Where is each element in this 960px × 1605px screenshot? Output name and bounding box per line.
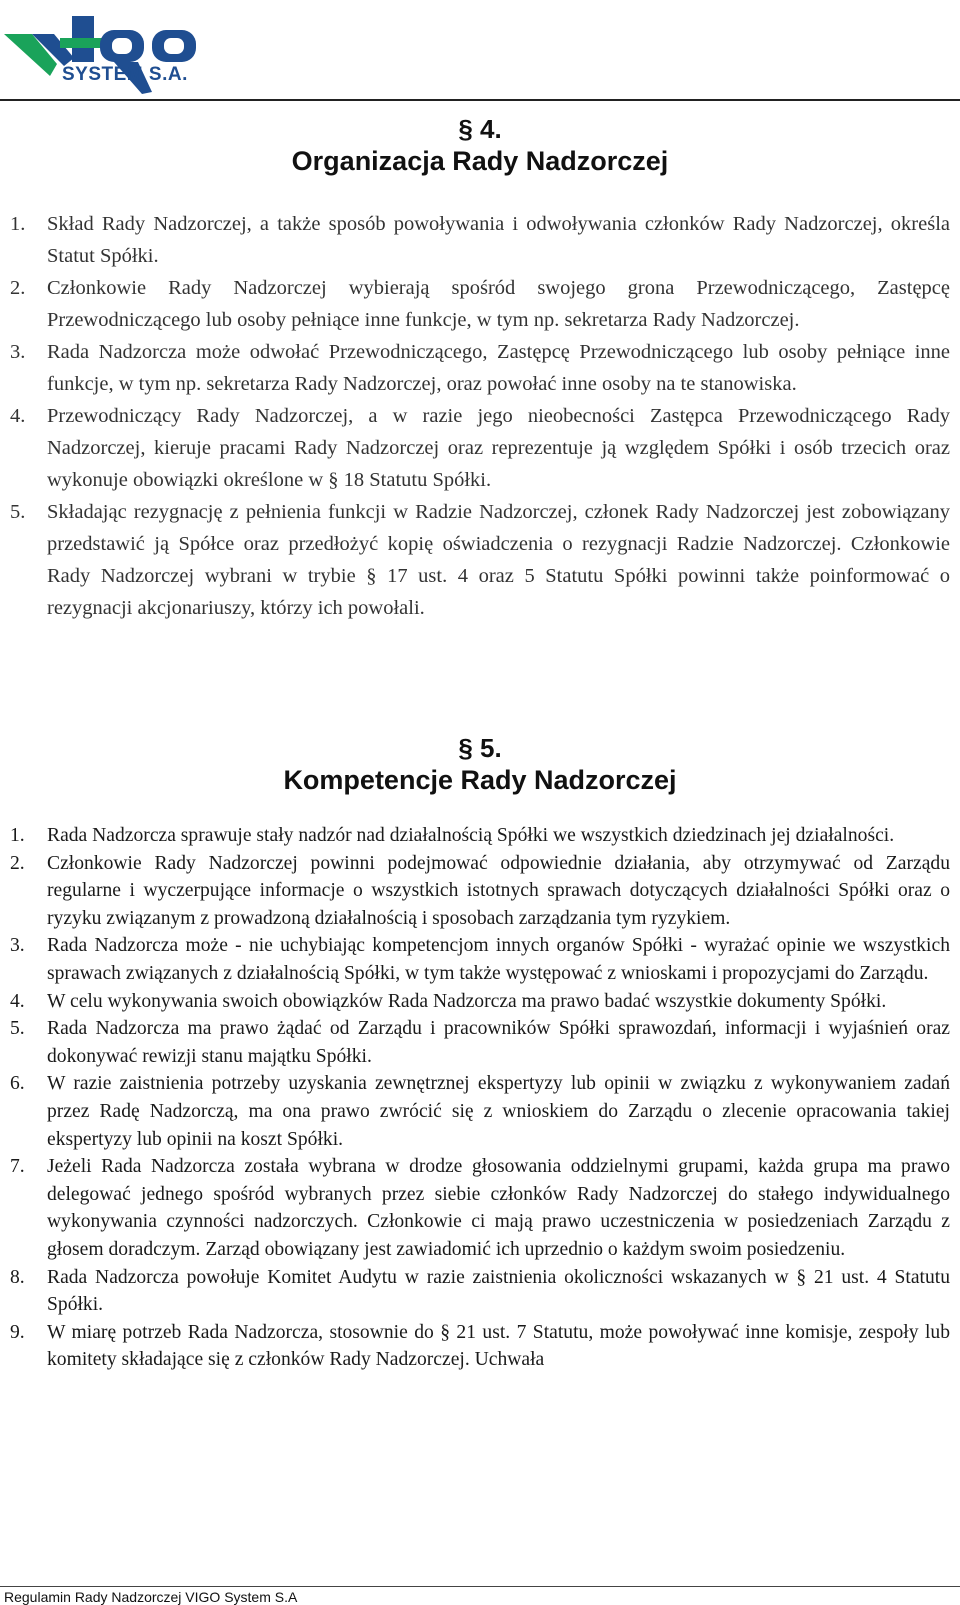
section-title: Organizacja Rady Nadzorczej <box>291 146 669 176</box>
item-number: 5. <box>10 501 26 523</box>
section-number: § 5. <box>458 733 502 763</box>
item-text: Rada Nadzorcza powołuje Komitet Audytu w razie zaistnienia okoliczności wskazanych w § 21 ust. 4 Statutu Spółki. <box>47 1266 950 1316</box>
item-text: Rada Nadzorcza może odwołać Przewodniczącego, Zastępcę Przewodniczącego lub osoby pełniące inne funkcje, w tym np. sekretarza Rady Nadzorczej, oraz powołać inne osoby na te stanowiska. <box>47 341 950 395</box>
item-number: 8. <box>10 1266 25 1288</box>
item-number: 2. <box>10 852 25 874</box>
list-item <box>10 1070 950 1153</box>
item-text: W celu wykonywania swoich obowiązków Rada Nadzorcza ma prawo badać wszystkie dokumenty Spółki. <box>47 990 887 1012</box>
item-number: 9. <box>10 1321 25 1343</box>
logo-text-sa: S.A. <box>148 64 188 85</box>
section-5-heading <box>0 733 960 797</box>
item-number: 3. <box>10 341 26 363</box>
list-item <box>10 822 950 850</box>
list-item <box>10 850 950 933</box>
item-text: W razie zaistnienia potrzeby uzyskania zewnętrznej ekspertyzy lub opinii w związku z wykonywaniem zadań przez Radę Nadzorczą, ma ona prawo zwrócić się z wnioskiem do Zarządu o zlecenie opracowania takiej ekspertyzy lub opinii na koszt Spółki. <box>47 1073 950 1150</box>
list-item <box>10 1153 950 1263</box>
item-number: 5. <box>10 1018 25 1040</box>
item-text: Skład Rady Nadzorczej, a także sposób powoływania i odwoływania członków Rady Nadzorczej, określa Statut Spółki. <box>47 213 950 267</box>
item-text: Członkowie Rady Nadzorczej powinni podejmować odpowiednie działania, aby otrzymywać od Zarządu regularne i wyczerpujące informacje o wszystkich istotnych sprawach dotyczących działalności Spółki oraz o ryzyku związanym z prowadzoną działalnością i sposobach zarządzania tym ryzykiem. <box>47 852 950 929</box>
item-number: 7. <box>10 1156 25 1178</box>
item-number: 4. <box>10 990 25 1012</box>
section-4-heading <box>0 114 960 178</box>
list-item <box>10 208 950 272</box>
list-item <box>10 272 950 336</box>
item-text: Przewodniczący Rady Nadzorczej, a w razie jego nieobecności Zastępca Przewodniczącego Rady Nadzorczej, kieruje pracami Rady Nadzorczej oraz reprezentuje ją względem Spółki i osób trzecich oraz wykonuje obowiązki określone w § 18 Statutu Spółki. <box>47 405 950 491</box>
list-item <box>10 932 950 987</box>
item-text: Członkowie Rady Nadzorczej wybierają spośród swojego grona Przewodniczącego, Zastępcę Przewodniczącego lub osoby pełniące inne funkcje, w tym np. sekretarza Rady Nadzorczej. <box>47 277 950 331</box>
list-item <box>10 988 950 1016</box>
section-5-list <box>10 822 950 1374</box>
item-number: 1. <box>10 825 25 846</box>
item-number: 4. <box>10 405 26 427</box>
footer-divider <box>0 1586 960 1587</box>
list-item <box>10 1319 950 1374</box>
item-text: Jeżeli Rada Nadzorcza została wybrana w drodze głosowania oddzielnymi grupami, każda grupa ma prawo delegować jednego spośród wybranych przez siebie członków Rady Nadzorczej do stałego indywidualnego wykonywania czynności nadzorczych. Członkowie ci mają prawo uczestniczenia w posiedzeniach Zarządu z głosem doradczym. Zarząd obowiązany jest zawiadomić ich uprzednio o każdym swoim posiedzeniu. <box>47 1156 950 1260</box>
section-number: § 4. <box>458 114 502 144</box>
company-logo <box>2 4 202 96</box>
list-item <box>10 400 950 496</box>
logo-text-system: SYSTEM <box>62 64 144 85</box>
section-4-list <box>10 208 950 624</box>
item-text: Rada Nadzorcza sprawuje stały nadzór nad działalnością Spółki we wszystkich dziedzinach jej działalności. <box>47 825 895 846</box>
list-item <box>10 496 950 624</box>
item-number: 6. <box>10 1073 25 1095</box>
logo-wordmark <box>62 64 202 86</box>
item-number: 3. <box>10 935 25 957</box>
section-title: Kompetencje Rady Nadzorczej <box>283 765 677 795</box>
list-item <box>10 1264 950 1319</box>
item-number: 1. <box>10 213 26 235</box>
header-divider <box>0 99 960 101</box>
item-text: Składając rezygnację z pełnienia funkcji w Radzie Nadzorczej, członek Rady Nadzorczej jest zobowiązany przedstawić ją Spółce oraz przedłożyć kopię oświadczenia o rezygnacji Radzie Nadzorczej. Członkowie Rady Nadzorczej wybrani w trybie § 17 ust. 4 oraz 5 Statutu Spółki powinni także poinformować o rezygnacji akcjonariuszy, którzy ich powołali. <box>47 501 950 619</box>
item-text: Rada Nadzorcza może - nie uchybiając kompetencjom innych organów Spółki - wyrażać opinie we wszystkich sprawach związanych z działalnością Spółki, w tym także występować z wnioskami i propozycjami do Zarządu. <box>47 935 950 984</box>
item-text: Rada Nadzorcza ma prawo żądać od Zarządu i pracowników Spółki sprawozdań, informacji i wyjaśnień oraz dokonywać rewizji stanu majątku Spółki. <box>47 1018 950 1067</box>
item-text: W miarę potrzeb Rada Nadzorcza, stosownie do § 21 ust. 7 Statutu, może powoływać inne komisje, zespoły lub komitety składające się z członków Rady Nadzorczej. Uchwała <box>47 1321 950 1371</box>
footer-text: Regulamin Rady Nadzorczej VIGO System S.A <box>4 1589 298 1605</box>
list-item <box>10 336 950 400</box>
item-number: 2. <box>10 277 26 299</box>
list-item <box>10 1015 950 1070</box>
page-header <box>0 0 960 102</box>
